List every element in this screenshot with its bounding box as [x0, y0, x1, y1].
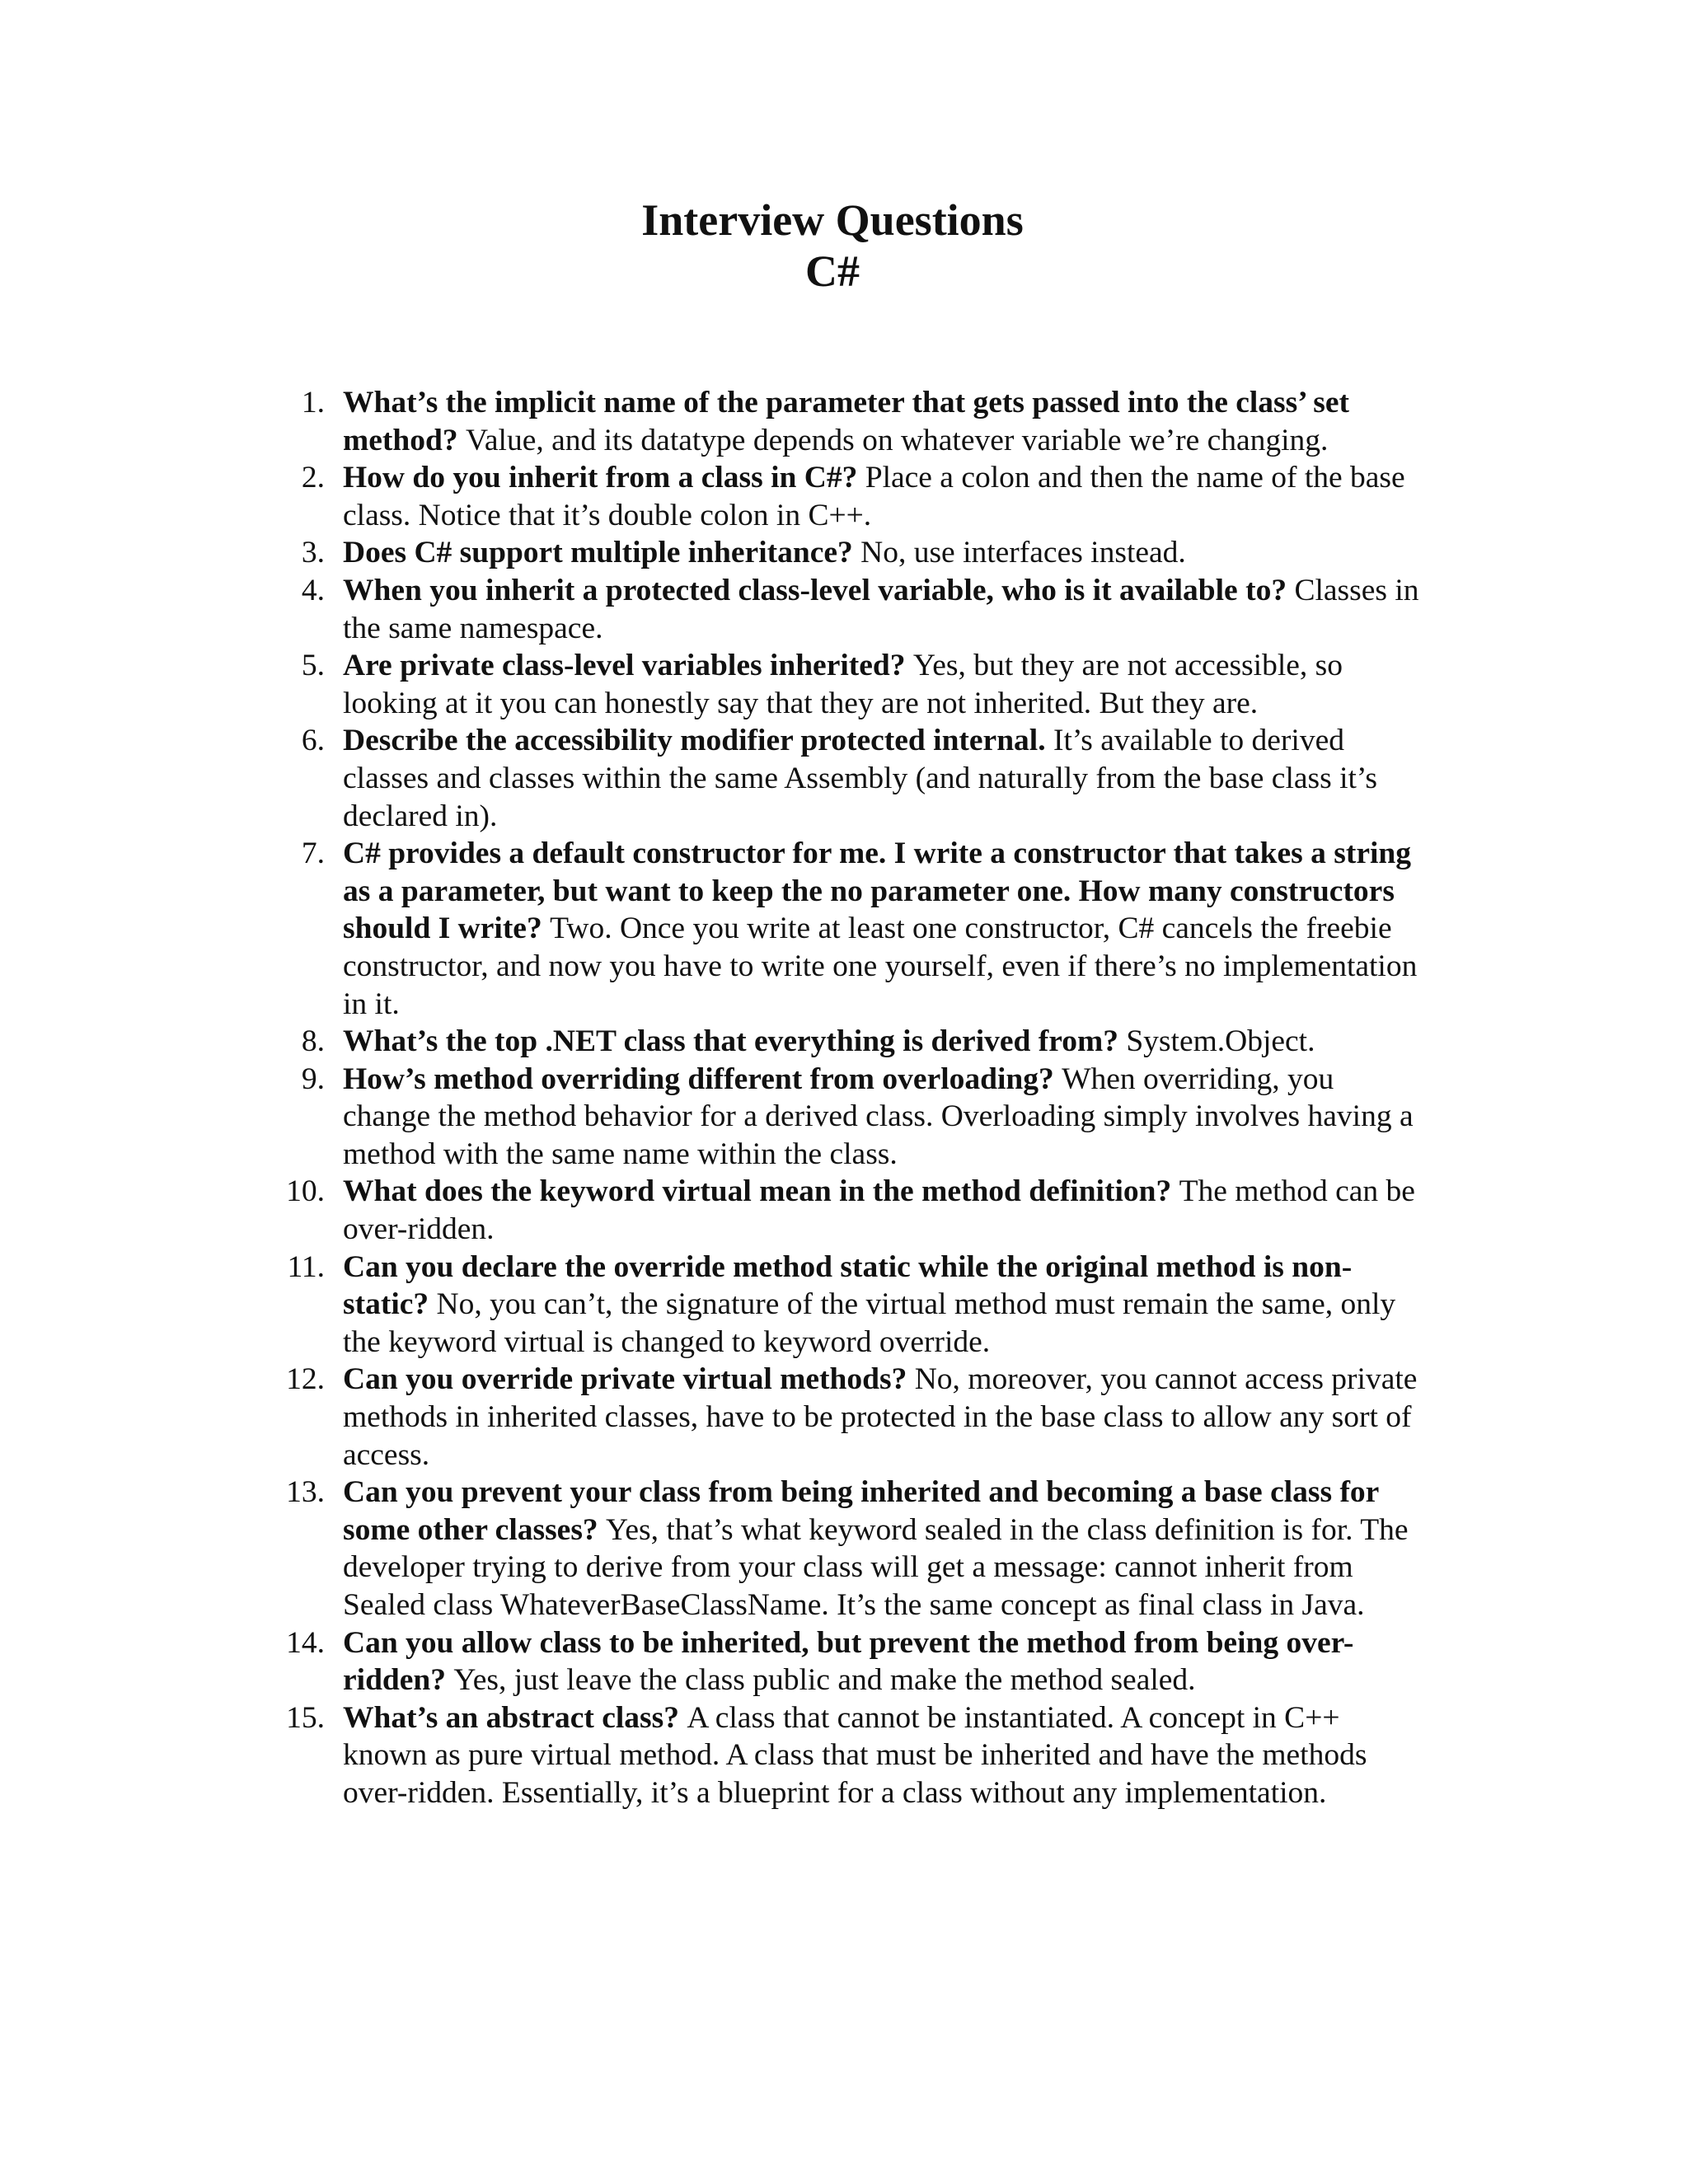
list-item: [288, 1624, 1426, 1699]
item-number: 5.: [301, 649, 325, 683]
item-number: 3.: [301, 536, 325, 570]
answer-text: It’s available to derived classes and classes within the same Assembly (and naturally from the base class it’s declared in).: [343, 724, 1377, 833]
question-text: Are private class-level variables inherited?: [343, 649, 913, 683]
question-text: How’s method overriding different from overloading?: [343, 1062, 1062, 1096]
question-text: Describe the accessibility modifier protected internal.: [343, 724, 1053, 758]
list-item: [288, 1474, 1426, 1624]
item-number: 6.: [301, 724, 325, 758]
item-number: 14.: [286, 1625, 325, 1660]
list-item: [288, 1699, 1426, 1812]
answer-text: No, you can’t, the signature of the virtual method must remain the same, only the keyword virtual is changed to keyword override.: [343, 1287, 1396, 1359]
item-number: 15.: [286, 1700, 325, 1735]
document-title: Interview Questions: [641, 195, 1024, 245]
item-number: 9.: [301, 1062, 325, 1096]
list-item: [288, 1361, 1426, 1474]
answer-text: No, moreover, you cannot access private methods in inherited classes, have to be protected in the base class to allow any sort of access.: [343, 1362, 1418, 1472]
answer-text: Place a colon and then the name of the base class. Notice that it’s double colon in C++.: [343, 461, 1405, 532]
list-item: [288, 722, 1426, 835]
answer-text: Yes, that’s what keyword sealed in the class definition is for. The developer trying to derive from your class will get a message: cannot inherit from Sealed class WhateverBaseClassName. It’s the same concept as final class in Java.: [343, 1512, 1409, 1622]
list-item: [288, 572, 1426, 647]
item-number: 12.: [286, 1362, 325, 1397]
item-number: 4.: [301, 573, 325, 607]
list-item: [288, 459, 1426, 534]
item-number: 7.: [301, 837, 325, 871]
question-text: When you inherit a protected class-level variable, who is it available to?: [343, 573, 1295, 607]
answer-text: When overriding, you change the method behavior for a derived class. Overloading simply involves having a method with the same name within the class.: [343, 1062, 1414, 1171]
question-text: Can you declare the override method static while the original method is non-static?: [343, 1249, 1353, 1322]
list-item: [288, 647, 1426, 722]
document-subtitle: C#: [805, 246, 860, 296]
list-item: [288, 534, 1426, 572]
answer-text: A class that cannot be instantiated. A concept in C++ known as pure virtual method. A class that must be inherited and have the methods over-ridden. Essentially, it’s a blueprint for a class without any implementation.: [343, 1700, 1367, 1810]
title-block: [0, 194, 1665, 297]
question-text: What’s the top .NET class that everything is derived from?: [343, 1024, 1127, 1059]
answer-text: Yes, just leave the class public and make the method sealed.: [453, 1663, 1196, 1698]
list-item: [288, 1249, 1426, 1361]
question-text: Can you allow class to be inherited, but prevent the method from being over-ridden?: [343, 1625, 1354, 1698]
question-text: How do you inherit from a class in C#?: [343, 461, 865, 495]
item-number: 11.: [287, 1249, 325, 1284]
answer-text: The method can be over-ridden.: [343, 1174, 1415, 1247]
answer-text: No, use interfaces instead.: [860, 536, 1186, 570]
question-text: Can you override private virtual methods?: [343, 1362, 915, 1397]
list-item: [288, 1061, 1426, 1174]
item-number: 1.: [301, 386, 325, 419]
question-text: What’s an abstract class?: [343, 1700, 687, 1735]
item-number: 2.: [301, 461, 325, 495]
item-number: 13.: [286, 1475, 325, 1510]
question-text: C# provides a default constructor for me. I write a constructor that takes a string as a parameter, but want to keep the no parameter one. How many constructors should I write?: [343, 837, 1412, 946]
question-text: What does the keyword virtual mean in the method definition?: [343, 1174, 1179, 1209]
list-item: [288, 1023, 1426, 1061]
list-item: [288, 1173, 1426, 1248]
answer-text: Yes, but they are not accessible, so looking at it you can honestly say that they are not inherited. But they are.: [343, 649, 1343, 720]
list-item: [288, 384, 1426, 459]
question-text: Does C# support multiple inheritance?: [343, 536, 861, 570]
item-number: 10.: [286, 1174, 325, 1209]
answer-text: System.Object.: [1126, 1024, 1315, 1059]
answer-text: Two. Once you write at least one constructor, C# cancels the freebie constructor, and now you have to write one yourself, even if there’s no implementation in it.: [343, 912, 1418, 1021]
answer-text: Value, and its datatype depends on whatever variable we’re changing.: [465, 423, 1329, 457]
question-list: [288, 384, 1426, 1812]
question-text: Can you prevent your class from being inherited and becoming a base class for some other classes?: [343, 1475, 1379, 1547]
item-number: 8.: [301, 1024, 325, 1059]
answer-text: Classes in the same namespace.: [343, 573, 1419, 645]
question-text: What’s the implicit name of the parameter that gets passed into the class’ set method?: [343, 386, 1350, 457]
list-item: [288, 835, 1426, 1023]
